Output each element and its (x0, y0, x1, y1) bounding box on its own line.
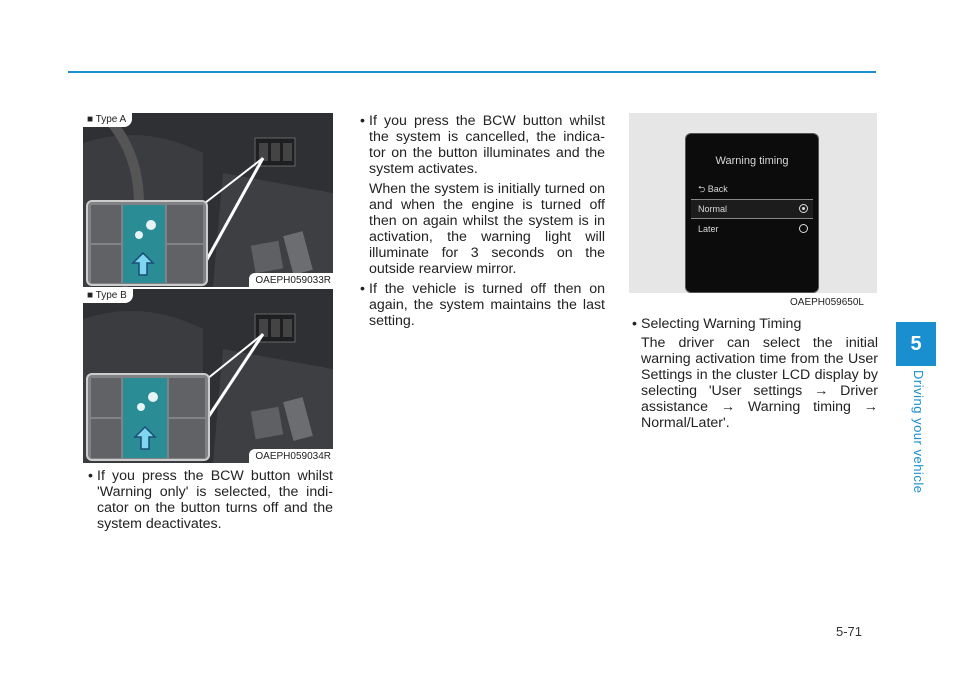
bullet-bcw-cancelled: • If you press the BCW button whilst the system is cancelled, the indica- tor on the button illuminates and the system activates. (355, 113, 605, 177)
figure-type-a-tag: ■ Type A (83, 113, 132, 127)
lcd-option-later (691, 220, 813, 238)
bullet-maintains-setting: • If the vehicle is turned off then on again, the system maintains the last setting. (355, 281, 605, 329)
column-3-text (627, 316, 878, 431)
lcd-option-normal (691, 199, 813, 219)
bullet-selecting-warning-timing: • Selecting Warning Timing (627, 316, 878, 332)
figure-lcd-display (629, 113, 877, 293)
para-initial-activation: When the system is initially turned on and when the engine is turned off then on again whilst the system is in activation, the warning light will illuminate for 3 seconds on the outside rearview mirror. (369, 181, 605, 277)
column-1-text (83, 468, 333, 532)
dashboard-illustration-b (83, 289, 333, 463)
lcd-option-label: Normal (698, 204, 728, 214)
column-2-text (355, 113, 605, 329)
figure-type-a (83, 113, 333, 287)
figure-type-b (83, 289, 333, 463)
chapter-tab: 5 (896, 322, 936, 366)
header-rule (68, 71, 876, 73)
lcd-option-label: Later (698, 224, 719, 234)
figure-type-a-code: OAEPH059033R (249, 273, 333, 287)
figure-lcd-code: OAEPH059650L (790, 297, 864, 308)
page-number: 5-71 (836, 624, 863, 639)
figure-type-b-code: OAEPH059034R (249, 449, 333, 463)
radio-unselected-icon (799, 224, 808, 233)
radio-selected-icon (799, 204, 808, 213)
lcd-title: Warning timing (715, 155, 789, 167)
dashboard-illustration-a (83, 113, 333, 287)
chapter-title: Driving your vehicle (911, 370, 926, 494)
para-warning-timing: The driver can select the initial warning activation time from the User Settings in the cluster LCD display by selecting 'User settings → Driver assistance → Warning timing → Normal/Later'. (641, 335, 878, 431)
figure-type-b-tag: ■ Type B (83, 289, 133, 303)
lcd-back-label: ⮌ Back (698, 184, 728, 194)
cluster-lcd (685, 133, 819, 293)
bullet-bcw-warning-only: • If you press the BCW button whilst 'Warning only' is selected, the indi- cator on the button turns off and the system deactivates. (83, 468, 333, 532)
